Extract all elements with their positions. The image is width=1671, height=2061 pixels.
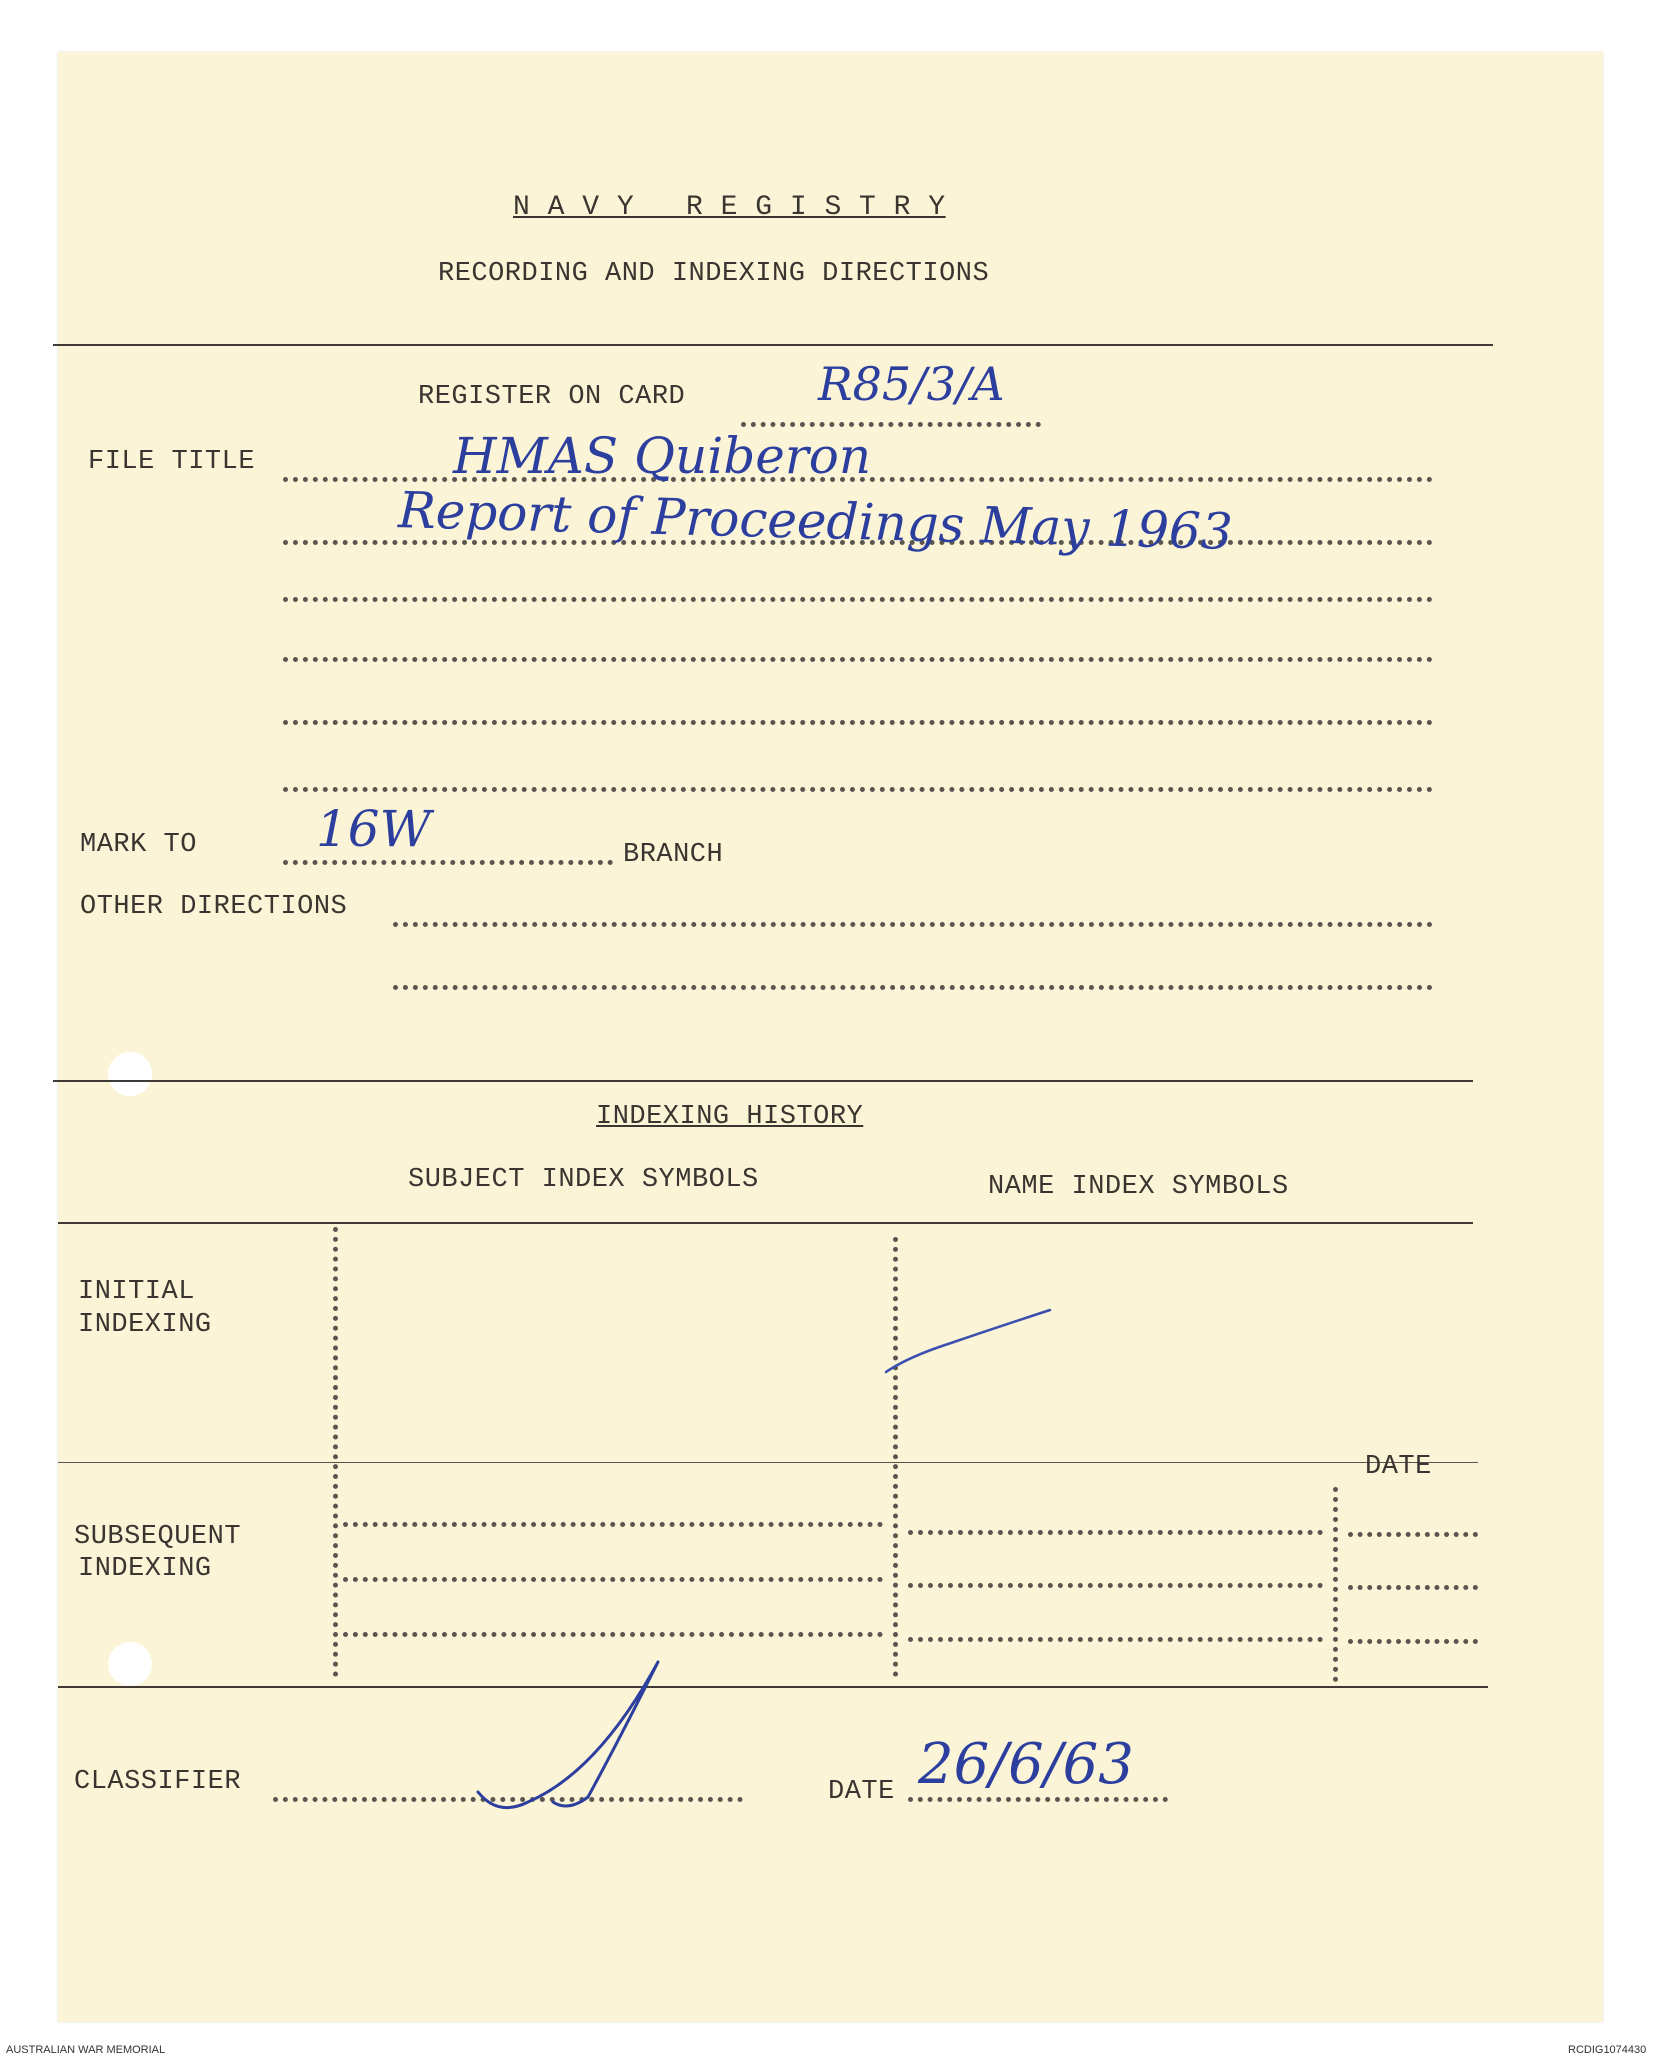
- initial-bottom-rule: [58, 1462, 1478, 1463]
- punch-hole-bottom: [108, 1642, 152, 1686]
- date-column-header: DATE: [1365, 1452, 1432, 1482]
- mark-to-label: MARK TO: [80, 830, 197, 860]
- name-subsequent-dots-2: [908, 1583, 1323, 1588]
- footer-right: RCDIG1074430: [1568, 2044, 1647, 2056]
- register-label: REGISTER ON CARD: [418, 382, 686, 412]
- date-subsequent-dots-2: [1348, 1585, 1478, 1590]
- subsequent-indexing-label-2: INDEXING: [78, 1554, 212, 1584]
- classifier-date-value: 26/6/63: [918, 1732, 1134, 1797]
- subsequent-indexing-label-1: SUBSEQUENT: [74, 1522, 242, 1552]
- subject-column-divider: [333, 1227, 338, 1677]
- middle-divider: [53, 1080, 1473, 1082]
- name-subsequent-dots-1: [908, 1530, 1323, 1535]
- file-title-line-1: HMAS Quiberon: [453, 427, 872, 485]
- other-directions-dots-1: [393, 922, 1433, 927]
- other-directions-label: OTHER DIRECTIONS: [80, 892, 348, 922]
- subject-subsequent-dots-1: [343, 1522, 883, 1527]
- footer-left: AUSTRALIAN WAR MEMORIAL: [6, 2044, 166, 2056]
- pen-tick-mark: [878, 1302, 1058, 1382]
- file-title-dots-6: [283, 787, 1433, 792]
- classifier-date-label: DATE: [828, 1777, 895, 1807]
- name-subsequent-dots-3: [908, 1637, 1323, 1642]
- subject-subsequent-dots-3: [343, 1632, 883, 1637]
- file-title-line-2: Report of Proceedings May 1963: [397, 481, 1234, 561]
- date-subsequent-dots-1: [1348, 1532, 1478, 1537]
- mark-to-branch-label: BRANCH: [623, 840, 724, 870]
- classifier-label: CLASSIFIER: [74, 1767, 242, 1797]
- subject-index-header: SUBJECT INDEX SYMBOLS: [408, 1165, 759, 1195]
- table-top-rule: [58, 1222, 1473, 1224]
- file-title-dots-4: [283, 657, 1433, 662]
- name-index-header: NAME INDEX SYMBOLS: [988, 1172, 1289, 1202]
- initial-indexing-label-1: INITIAL: [78, 1277, 195, 1307]
- file-title-dots-5: [283, 720, 1433, 725]
- punch-hole-top: [108, 1052, 152, 1096]
- document-sheet: [58, 52, 1603, 2022]
- top-divider: [53, 344, 1493, 346]
- date-column-divider: [1333, 1487, 1338, 1682]
- page-title: N A V Y R E G I S T R Y: [513, 192, 946, 223]
- other-directions-dots-2: [393, 985, 1433, 990]
- mark-to-dots: [283, 860, 613, 865]
- initial-indexing-label-2: INDEXING: [78, 1310, 212, 1340]
- indexing-history-title: INDEXING HISTORY: [596, 1102, 864, 1132]
- file-title-label: FILE TITLE: [88, 447, 256, 477]
- classifier-date-dots: [908, 1797, 1168, 1802]
- page-subtitle: RECORDING AND INDEXING DIRECTIONS: [438, 259, 990, 289]
- table-bottom-rule: [58, 1686, 1488, 1688]
- subject-subsequent-dots-2: [343, 1577, 883, 1582]
- date-subsequent-dots-3: [1348, 1639, 1478, 1644]
- mark-to-value: 16W: [316, 800, 432, 858]
- file-title-dots-3: [283, 597, 1433, 602]
- register-value: R85/3/A: [818, 357, 1005, 411]
- classifier-initials-signature: [458, 1642, 708, 1832]
